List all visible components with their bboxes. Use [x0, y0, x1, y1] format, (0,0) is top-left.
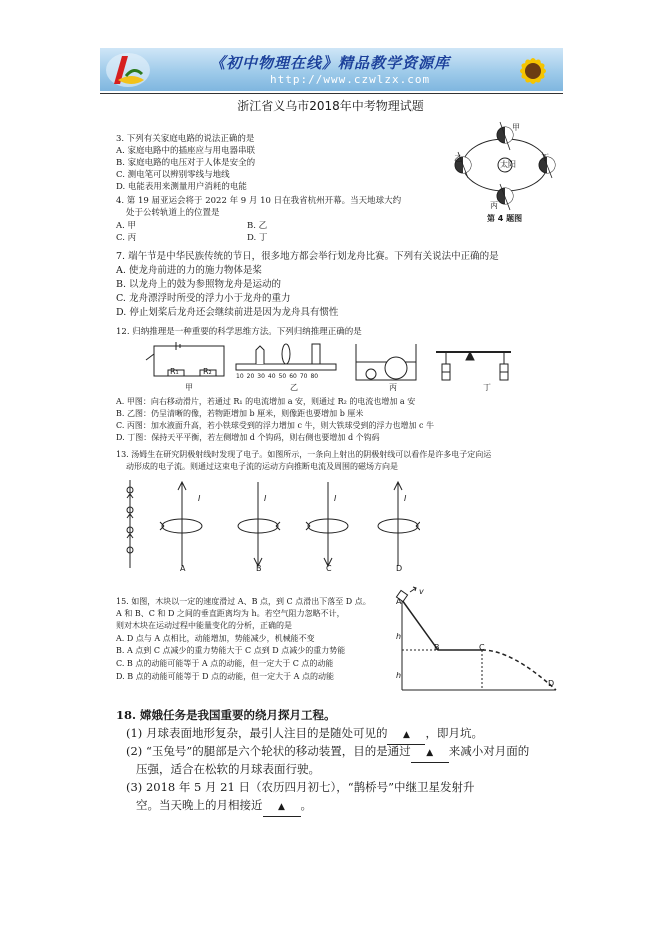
- q18-part2-cont: 压强，适合在松软的月球表面行驶。: [136, 762, 320, 776]
- q15-stem-line1: 15. 如图，木块以一定的速度滑过 A、B 点，到 C 点滑出下落至 D 点。: [116, 597, 371, 606]
- q4-option-a: A. 甲: [116, 221, 137, 231]
- q3-stem: 3. 下列有关家庭电路的说法正确的是: [116, 134, 255, 144]
- sunflower-icon: [507, 49, 559, 91]
- q4-figure-caption: 第 4 题图: [487, 214, 523, 223]
- q4-pos-yi: 乙: [454, 154, 462, 163]
- q13-stem-line1: 13. 汤姆生在研究阴极射线时发现了电子。如图所示，一条向上射出的阴极射线可以看作是许多电子定向运: [116, 450, 492, 459]
- q13-option-b: B: [256, 564, 262, 573]
- q13-current-c: I: [334, 494, 337, 503]
- q13-current-d: I: [404, 494, 407, 503]
- q13-option-d: D: [396, 564, 403, 573]
- q7-option-c: C. 龙舟漂浮时所受的浮力小于龙舟的重力: [116, 293, 291, 304]
- electron-beam: [127, 480, 133, 568]
- q18-part1-text-b: ，即月坑。: [425, 726, 483, 740]
- optical-bench: [236, 344, 336, 370]
- q13-option-c: C: [326, 564, 332, 573]
- q7-stem: 7. 端午节是中华民族传统的节日，很多地方都会举行划龙舟比赛。下列有关说法中正确的是: [116, 251, 499, 262]
- q13-stem-line2: 动形成的电子流。则通过这束电子流的运动方向推断电流及周围的磁场方向是: [126, 462, 398, 471]
- q12-ruler-ticks: [236, 373, 318, 380]
- q4-pos-bing: 丙: [490, 201, 498, 210]
- ruler-tick: 40: [267, 373, 276, 380]
- q15-option-b: B. A 点到 C 点减少的重力势能大于 C 点到 D 点减少的重力势能: [116, 646, 346, 655]
- beaker: [356, 344, 416, 380]
- q7-option-d: D. 停止划桨后龙舟还会继续前进是因为龙舟具有惯性: [116, 307, 339, 318]
- q13-current-a: I: [198, 494, 201, 503]
- q4-option-d: D. 丁: [247, 233, 268, 243]
- ruler-tick: 80: [310, 373, 319, 380]
- q13-figures: [120, 476, 420, 572]
- q15-option-d: D. B 点的动能可能等于 D 点的动能，但一定大于 A 点的动能: [116, 672, 334, 681]
- lever-balance: [436, 352, 511, 380]
- ruler-tick: 70: [299, 373, 308, 380]
- q15-option-c: C. B 点的动能可能等于 A 点的动能，但一定大于 C 点的动能: [116, 659, 334, 668]
- q15-stem-line2: A 和 B、C 和 D 之间的垂直距离均为 h。若空气阻力忽略不计，: [116, 609, 345, 618]
- q18-part3-text-c: 。: [300, 798, 312, 812]
- q3-option-a: A. 家庭电路中的插座应与用电器串联: [116, 146, 256, 156]
- q12-label-yi: 乙: [290, 383, 298, 392]
- q15-point-d: D: [548, 679, 555, 688]
- q7-option-a: A. 使龙舟前进的力的施力物体是桨: [116, 265, 262, 276]
- answer-blank[interactable]: ▲: [263, 799, 301, 817]
- q12-option-d: D. 丁图：保持天平平衡，若左侧增加 d 个钩码，则右侧也要增加 d 个钩码: [116, 433, 380, 442]
- q18-part2-text-b: 来减小对月面的: [448, 744, 530, 758]
- q12-r1-label: R₁: [170, 367, 179, 376]
- q18-part3-text-b: 空。当天晚上的月相接近: [136, 798, 263, 812]
- header-rule: [100, 93, 563, 94]
- ruler-tick: 60: [289, 373, 297, 380]
- q18-part1-text-a: (1) 月球表面地形复杂，最引人注目的是随处可见的: [126, 726, 388, 740]
- q3-option-d: D. 电能表用来测量用户消耗的电能: [116, 182, 247, 192]
- q4-stem-line1: 4. 第 19 届亚运会将于 2022 年 9 月 10 日在我省杭州开幕。当天地球大约: [116, 196, 402, 206]
- q18-title: 18. 嫦娥任务是我国重要的绕月探月工程。: [116, 708, 336, 722]
- q15-velocity-label: v: [419, 587, 424, 596]
- q12-option-c: C. 丙图：加水液面升高，若小铁球受到的浮力增加 c 牛，则大铁球受到的浮力也增加 c 牛: [116, 421, 435, 430]
- ruler-tick: 30: [257, 373, 265, 380]
- page-title: 浙江省义乌市2018年中考物理试题: [237, 99, 424, 113]
- q15-stem-line3: 则对木块在运动过程中能量变化的分析，正确的是: [116, 621, 292, 630]
- q12-stem: 12. 归纳推理是一种重要的科学思维方法。下列归纳推理正确的是: [116, 327, 362, 337]
- q4-option-b: B. 乙: [247, 221, 268, 231]
- banner-url[interactable]: http://www.czwlzx.com: [270, 73, 431, 86]
- q18-part2-text-a: (2) “玉兔号”的腿部是六个轮状的移动装置，目的是通过: [126, 744, 411, 758]
- q18-part3: (3) 2018 年 5 月 21 日（农历四月初七），“鹊桥号”中继卫星发射升: [126, 780, 475, 794]
- q12-option-b: B. 乙图：仍呈清晰的像，若物距增加 b 厘米，则像距也要增加 b 厘米: [116, 409, 364, 418]
- q15-h-label-upper: h: [396, 632, 402, 641]
- q12-label-jia: 甲: [185, 383, 193, 392]
- ruler-tick: 20: [246, 373, 255, 380]
- q18-part1: [126, 725, 483, 745]
- ruler-tick: 50: [278, 373, 287, 380]
- q18-part2: [126, 743, 529, 763]
- q4-pos-jia: 甲: [512, 123, 520, 132]
- q15-point-b: B: [434, 643, 440, 652]
- q3-option-c: C. 测电笔可以辨别零线与地线: [116, 170, 230, 180]
- q4-stem-line2: 处于公转轨道上的位置是: [126, 208, 220, 218]
- q18-part3-cont: [136, 797, 312, 817]
- answer-blank[interactable]: ▲: [411, 745, 449, 763]
- q12-option-a: A. 甲图：向右移动滑片，若通过 R₁ 的电流增加 a 安，则通过 R₂ 的电流也增加 a 安: [116, 397, 416, 406]
- q12-figures: [116, 340, 536, 392]
- ruler-tick: 10: [236, 373, 244, 380]
- header-banner: [100, 48, 563, 91]
- q12-label-bing: 丙: [389, 383, 397, 392]
- banner-title: 《初中物理在线》精品教学资源库: [210, 54, 451, 72]
- q12-r2-label: R₂: [203, 367, 212, 376]
- answer-blank[interactable]: ▲: [387, 727, 425, 745]
- q15-track-figure: [392, 586, 562, 694]
- q15-point-c: C: [479, 643, 485, 652]
- q15-h-label-lower: h: [396, 671, 402, 680]
- q7-option-b: B. 以龙舟上的鼓为参照物龙舟是运动的: [116, 279, 282, 290]
- q4-sun-label: 太阳: [500, 160, 516, 169]
- circuit-diagram: [146, 342, 224, 376]
- q12-label-ding: 丁: [483, 383, 491, 392]
- q4-option-c: C. 丙: [116, 233, 137, 243]
- q4-pos-ding: 丁: [541, 153, 549, 162]
- q3-option-b: B. 家庭电路的电压对于人体是安全的: [116, 158, 256, 168]
- q13-current-b: I: [264, 494, 267, 503]
- q15-point-a: A: [396, 597, 402, 606]
- site-logo-icon: [104, 50, 152, 90]
- q15-option-a: A. D 点与 A 点相比，动能增加，势能减少，机械能不变: [116, 634, 315, 643]
- q13-option-a: A: [180, 564, 186, 573]
